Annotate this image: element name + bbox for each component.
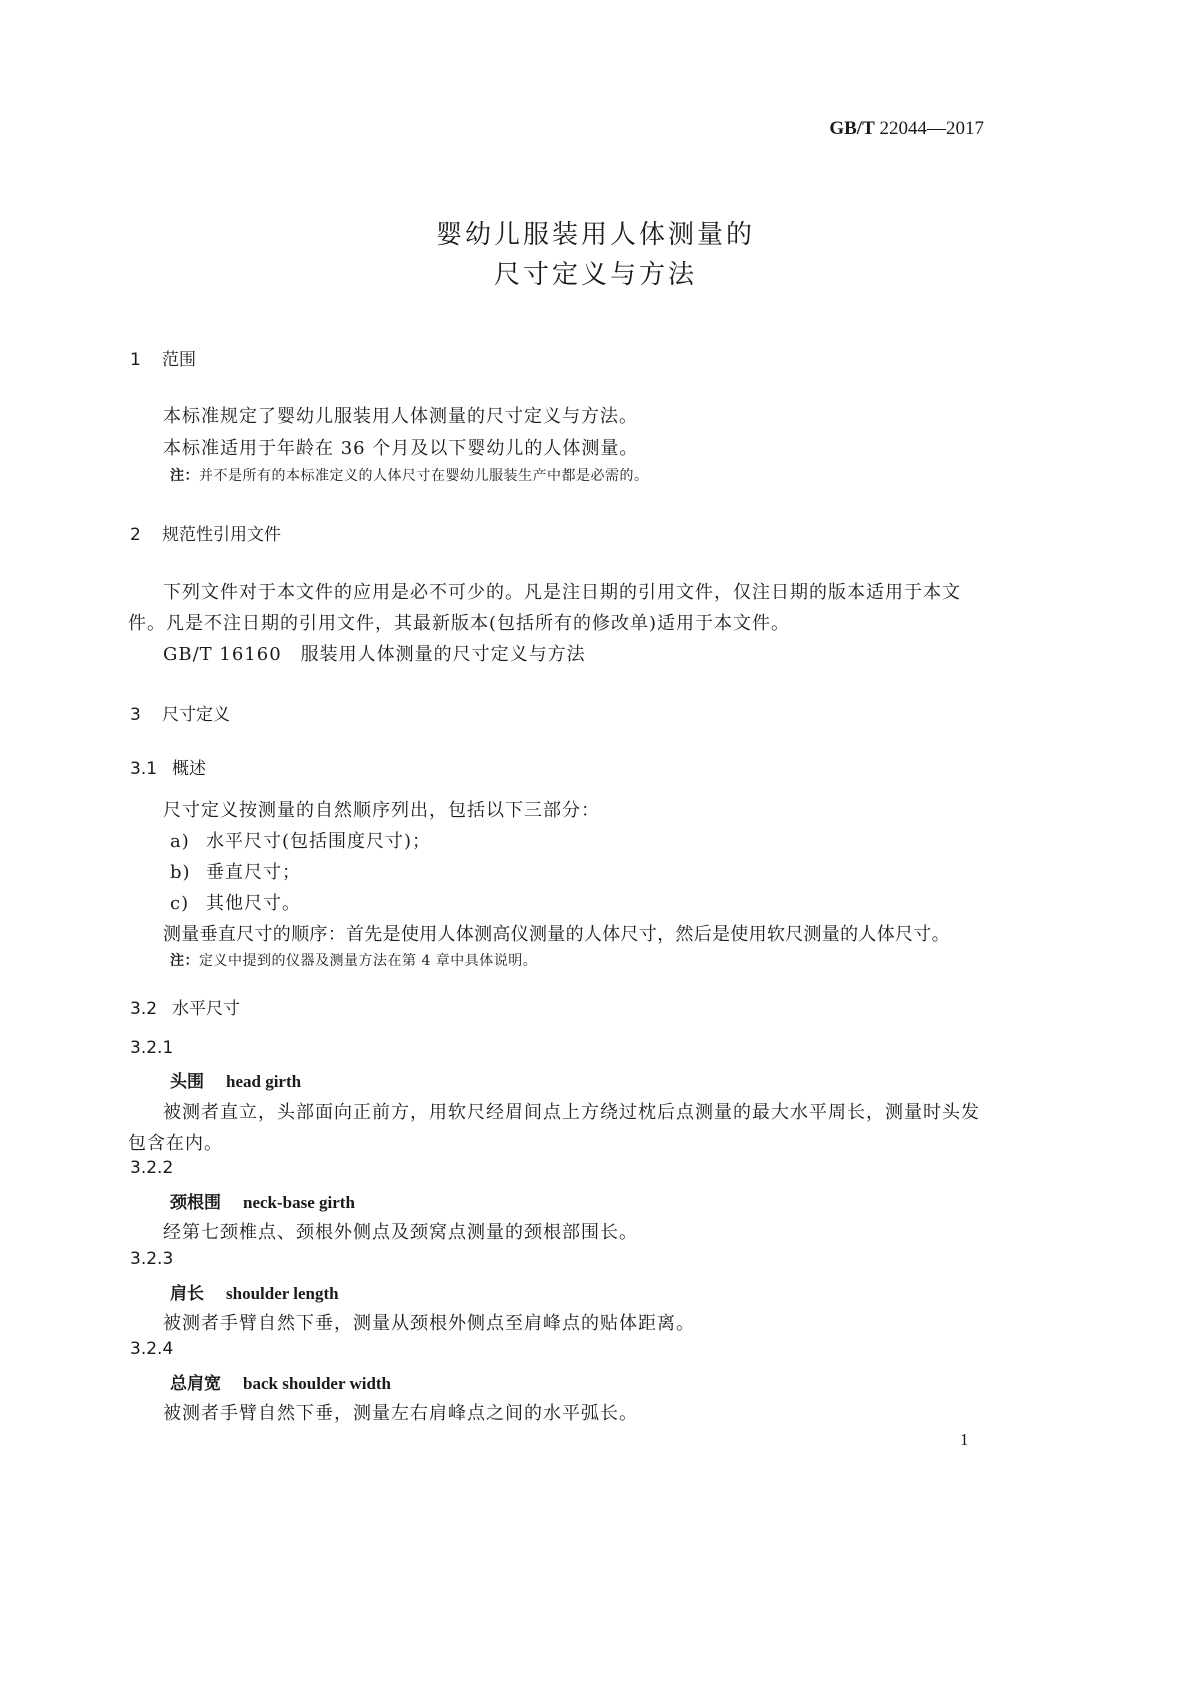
term-english: shoulder length [226, 1284, 339, 1303]
term-chinese: 总肩宽 [170, 1374, 221, 1394]
section-3-1-note [170, 950, 537, 970]
list-item-label: b) [170, 862, 191, 883]
term-definition: 经第七颈椎点、颈根外侧点及颈窝点测量的颈根部围长。 [163, 1222, 638, 1243]
section-3-1-title: 概述 [172, 759, 206, 779]
term-chinese: 颈根围 [170, 1193, 221, 1213]
term-definition-line-1: 被测者直立，头部面向正前方，用软尺经眉间点上方绕过枕后点测量的最大水平周长，测量时头发 [163, 1102, 980, 1123]
section-3-1-heading [130, 754, 206, 779]
term-definition: 被测者手臂自然下垂，测量从颈根外侧点至肩峰点的贴体距离。 [163, 1313, 695, 1334]
list-item-text: 其他尺寸。 [206, 893, 301, 914]
section-3-title: 尺寸定义 [162, 705, 230, 725]
section-1-paragraph-2: 本标准适用于年龄在 36 个月及以下婴幼儿的人体测量。 [163, 438, 639, 459]
section-3-number: 3 [130, 705, 141, 725]
standard-code-prefix: GB/T [829, 118, 875, 139]
section-3-2-number: 3.2 [130, 999, 158, 1019]
note-text: 定义中提到的仪器及测量方法在第 4 章中具体说明。 [199, 953, 538, 969]
section-2-paragraph-line-2: 件。凡是不注日期的引用文件，其最新版本(包括所有的修改单)适用于本文件。 [128, 613, 791, 634]
page-title-line-2: 尺寸定义与方法 [493, 260, 697, 290]
section-2-heading [130, 520, 281, 545]
term-number: 3.2.2 [130, 1158, 174, 1178]
term-number: 3.2.4 [130, 1339, 174, 1359]
term-english: back shoulder width [243, 1374, 392, 1393]
term-number: 3.2.3 [130, 1249, 174, 1269]
term-chinese: 头围 [170, 1072, 204, 1092]
section-2-paragraph-line-1: 下列文件对于本文件的应用是必不可少的。凡是注日期的引用文件，仅注日期的版本适用于本文 [163, 582, 961, 603]
note-label: 注： [170, 953, 199, 969]
term-definition: 被测者手臂自然下垂，测量左右肩峰点之间的水平弧长。 [163, 1403, 638, 1424]
term-english: head girth [226, 1072, 302, 1091]
list-item [170, 889, 301, 915]
section-3-heading [130, 700, 230, 725]
standard-code [829, 118, 984, 140]
section-1-heading [130, 345, 196, 370]
section-1-note [170, 465, 649, 485]
standard-code-number: 22044—2017 [874, 118, 984, 139]
section-1-number: 1 [130, 350, 141, 370]
section-1-title: 范围 [162, 350, 196, 370]
section-3-1-intro: 尺寸定义按测量的自然顺序列出，包括以下三部分： [163, 800, 600, 821]
section-1-paragraph-1: 本标准规定了婴幼儿服装用人体测量的尺寸定义与方法。 [163, 406, 638, 427]
section-3-1-number: 3.1 [130, 759, 158, 779]
normative-reference: GB/T 16160 服装用人体测量的尺寸定义与方法 [163, 644, 586, 665]
term-heading [170, 1369, 391, 1394]
list-item-label: c) [170, 893, 190, 914]
page-number: 1 [960, 1430, 969, 1449]
term-heading [170, 1067, 301, 1092]
list-item-text: 垂直尺寸； [206, 862, 301, 883]
term-heading [170, 1188, 355, 1213]
section-3-2-title: 水平尺寸 [172, 999, 240, 1019]
term-definition-line-2: 包含在内。 [128, 1133, 223, 1154]
section-2-number: 2 [130, 525, 141, 545]
list-item-label: a) [170, 831, 190, 852]
section-2-title: 规范性引用文件 [162, 525, 281, 545]
term-heading [170, 1279, 339, 1304]
note-label: 注： [170, 468, 199, 484]
list-item-text: 水平尺寸(包括围度尺寸)； [206, 831, 432, 852]
page-title-line-1: 婴幼儿服装用人体测量的 [435, 220, 755, 250]
list-item [170, 827, 431, 853]
section-3-2-heading [130, 994, 240, 1019]
note-text: 并不是所有的本标准定义的人体尺寸在婴幼儿服装生产中都是必需的。 [199, 468, 649, 484]
list-item [170, 858, 301, 884]
section-3-1-vertical-order: 测量垂直尺寸的顺序：首先是使用人体测高仪测量的人体尺寸，然后是使用软尺测量的人体尺寸。 [163, 924, 950, 945]
term-chinese: 肩长 [170, 1284, 204, 1304]
term-english: neck-base girth [243, 1193, 355, 1212]
term-number: 3.2.1 [130, 1038, 174, 1058]
